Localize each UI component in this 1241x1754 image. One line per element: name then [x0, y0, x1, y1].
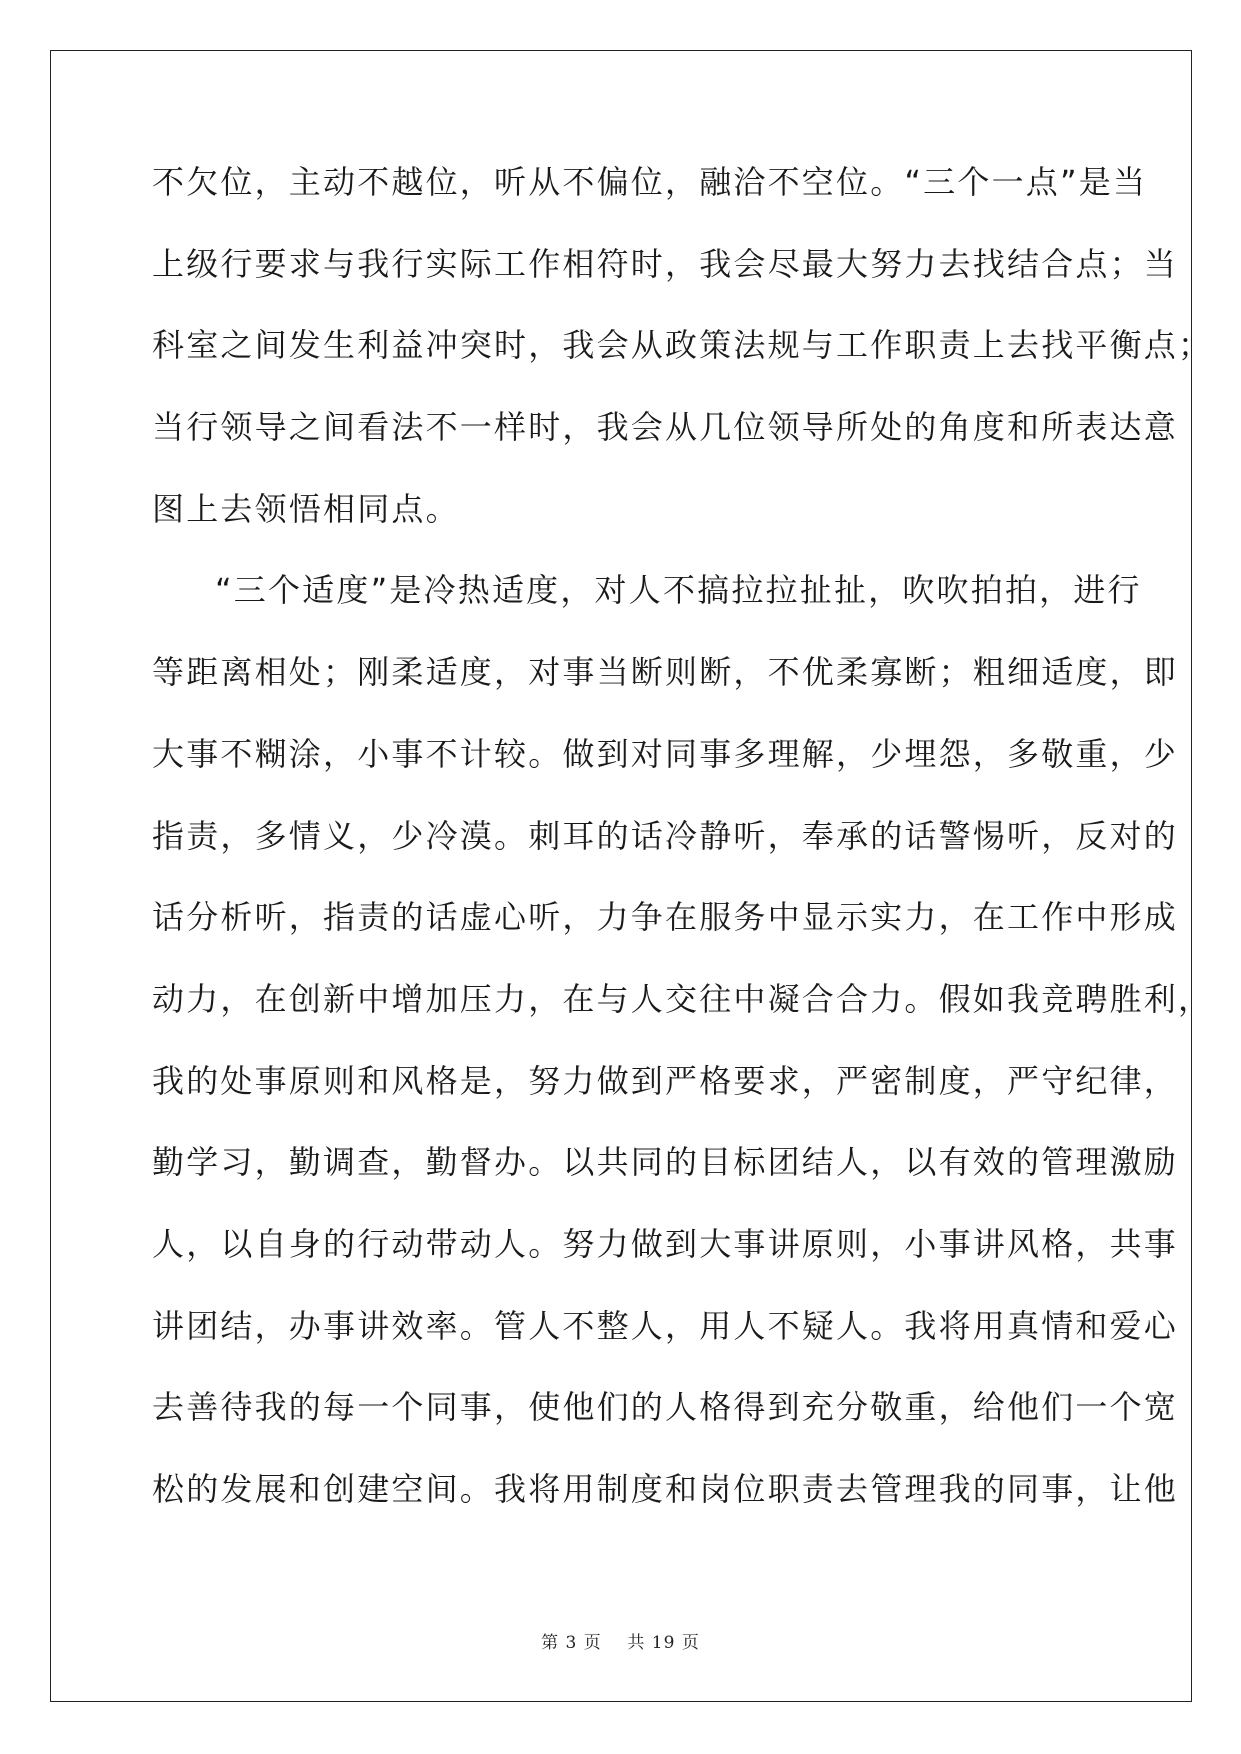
text-line: 我的处事原则和风格是，努力做到严格要求，严密制度，严守纪律，: [152, 1061, 1179, 1100]
page-number-footer: [0, 1628, 1241, 1653]
text-line: 指责，多情义，少冷漠。刺耳的话冷静听，奉承的话警惕听，反对的: [152, 816, 1179, 855]
text-line: 等距离相处；刚柔适度，对事当断则断，不优柔寡断；粗细适度，即: [152, 653, 1179, 692]
paragraph-first-line: “三个适度”是冷热适度，对人不搞拉拉扯扯，吹吹拍拍，进行: [215, 571, 1142, 610]
text-line: 话分析听，指责的话虚心听，力争在服务中显示实力，在工作中形成: [152, 898, 1179, 937]
text-line: 大事不糊涂，小事不计较。做到对同事多理解，少埋怨，多敬重，少: [152, 734, 1179, 773]
document-body: [152, 156, 1213, 1545]
text-line: 图上去领悟相同点。: [152, 489, 460, 528]
text-line: 去善待我的每一个同事，使他们的人格得到充分敬重，给他们一个宽: [152, 1388, 1179, 1427]
text-line: 上级行要求与我行实际工作相符时，我会尽最大努力去找结合点；当: [152, 244, 1179, 283]
page-number-label: 第 3 页 共 19 页: [541, 1633, 700, 1653]
text-line: 人，以自身的行动带动人。努力做到大事讲原则，小事讲风格，共事: [152, 1224, 1179, 1263]
text-line: 讲团结，办事讲效率。管人不整人，用人不疑人。我将用真情和爱心: [152, 1306, 1179, 1345]
text-line: 当行领导之间看法不一样时，我会从几位领导所处的角度和所表达意: [152, 408, 1179, 447]
text-line: 勤学习，勤调查，勤督办。以共同的目标团结人，以有效的管理激励: [152, 1143, 1179, 1182]
text-line: 科室之间发生利益冲突时，我会从政策法规与工作职责上去找平衡点；: [152, 326, 1213, 365]
text-line: 不欠位，主动不越位，听从不偏位，融洽不空位。“三个一点”是当: [152, 163, 1148, 201]
text-line: 松的发展和创建空间。我将用制度和岗位职责去管理我的同事，让他: [152, 1470, 1179, 1508]
text-line: 动力，在创新中增加压力，在与人交往中凝合合力。假如我竞聘胜利，: [152, 979, 1213, 1018]
